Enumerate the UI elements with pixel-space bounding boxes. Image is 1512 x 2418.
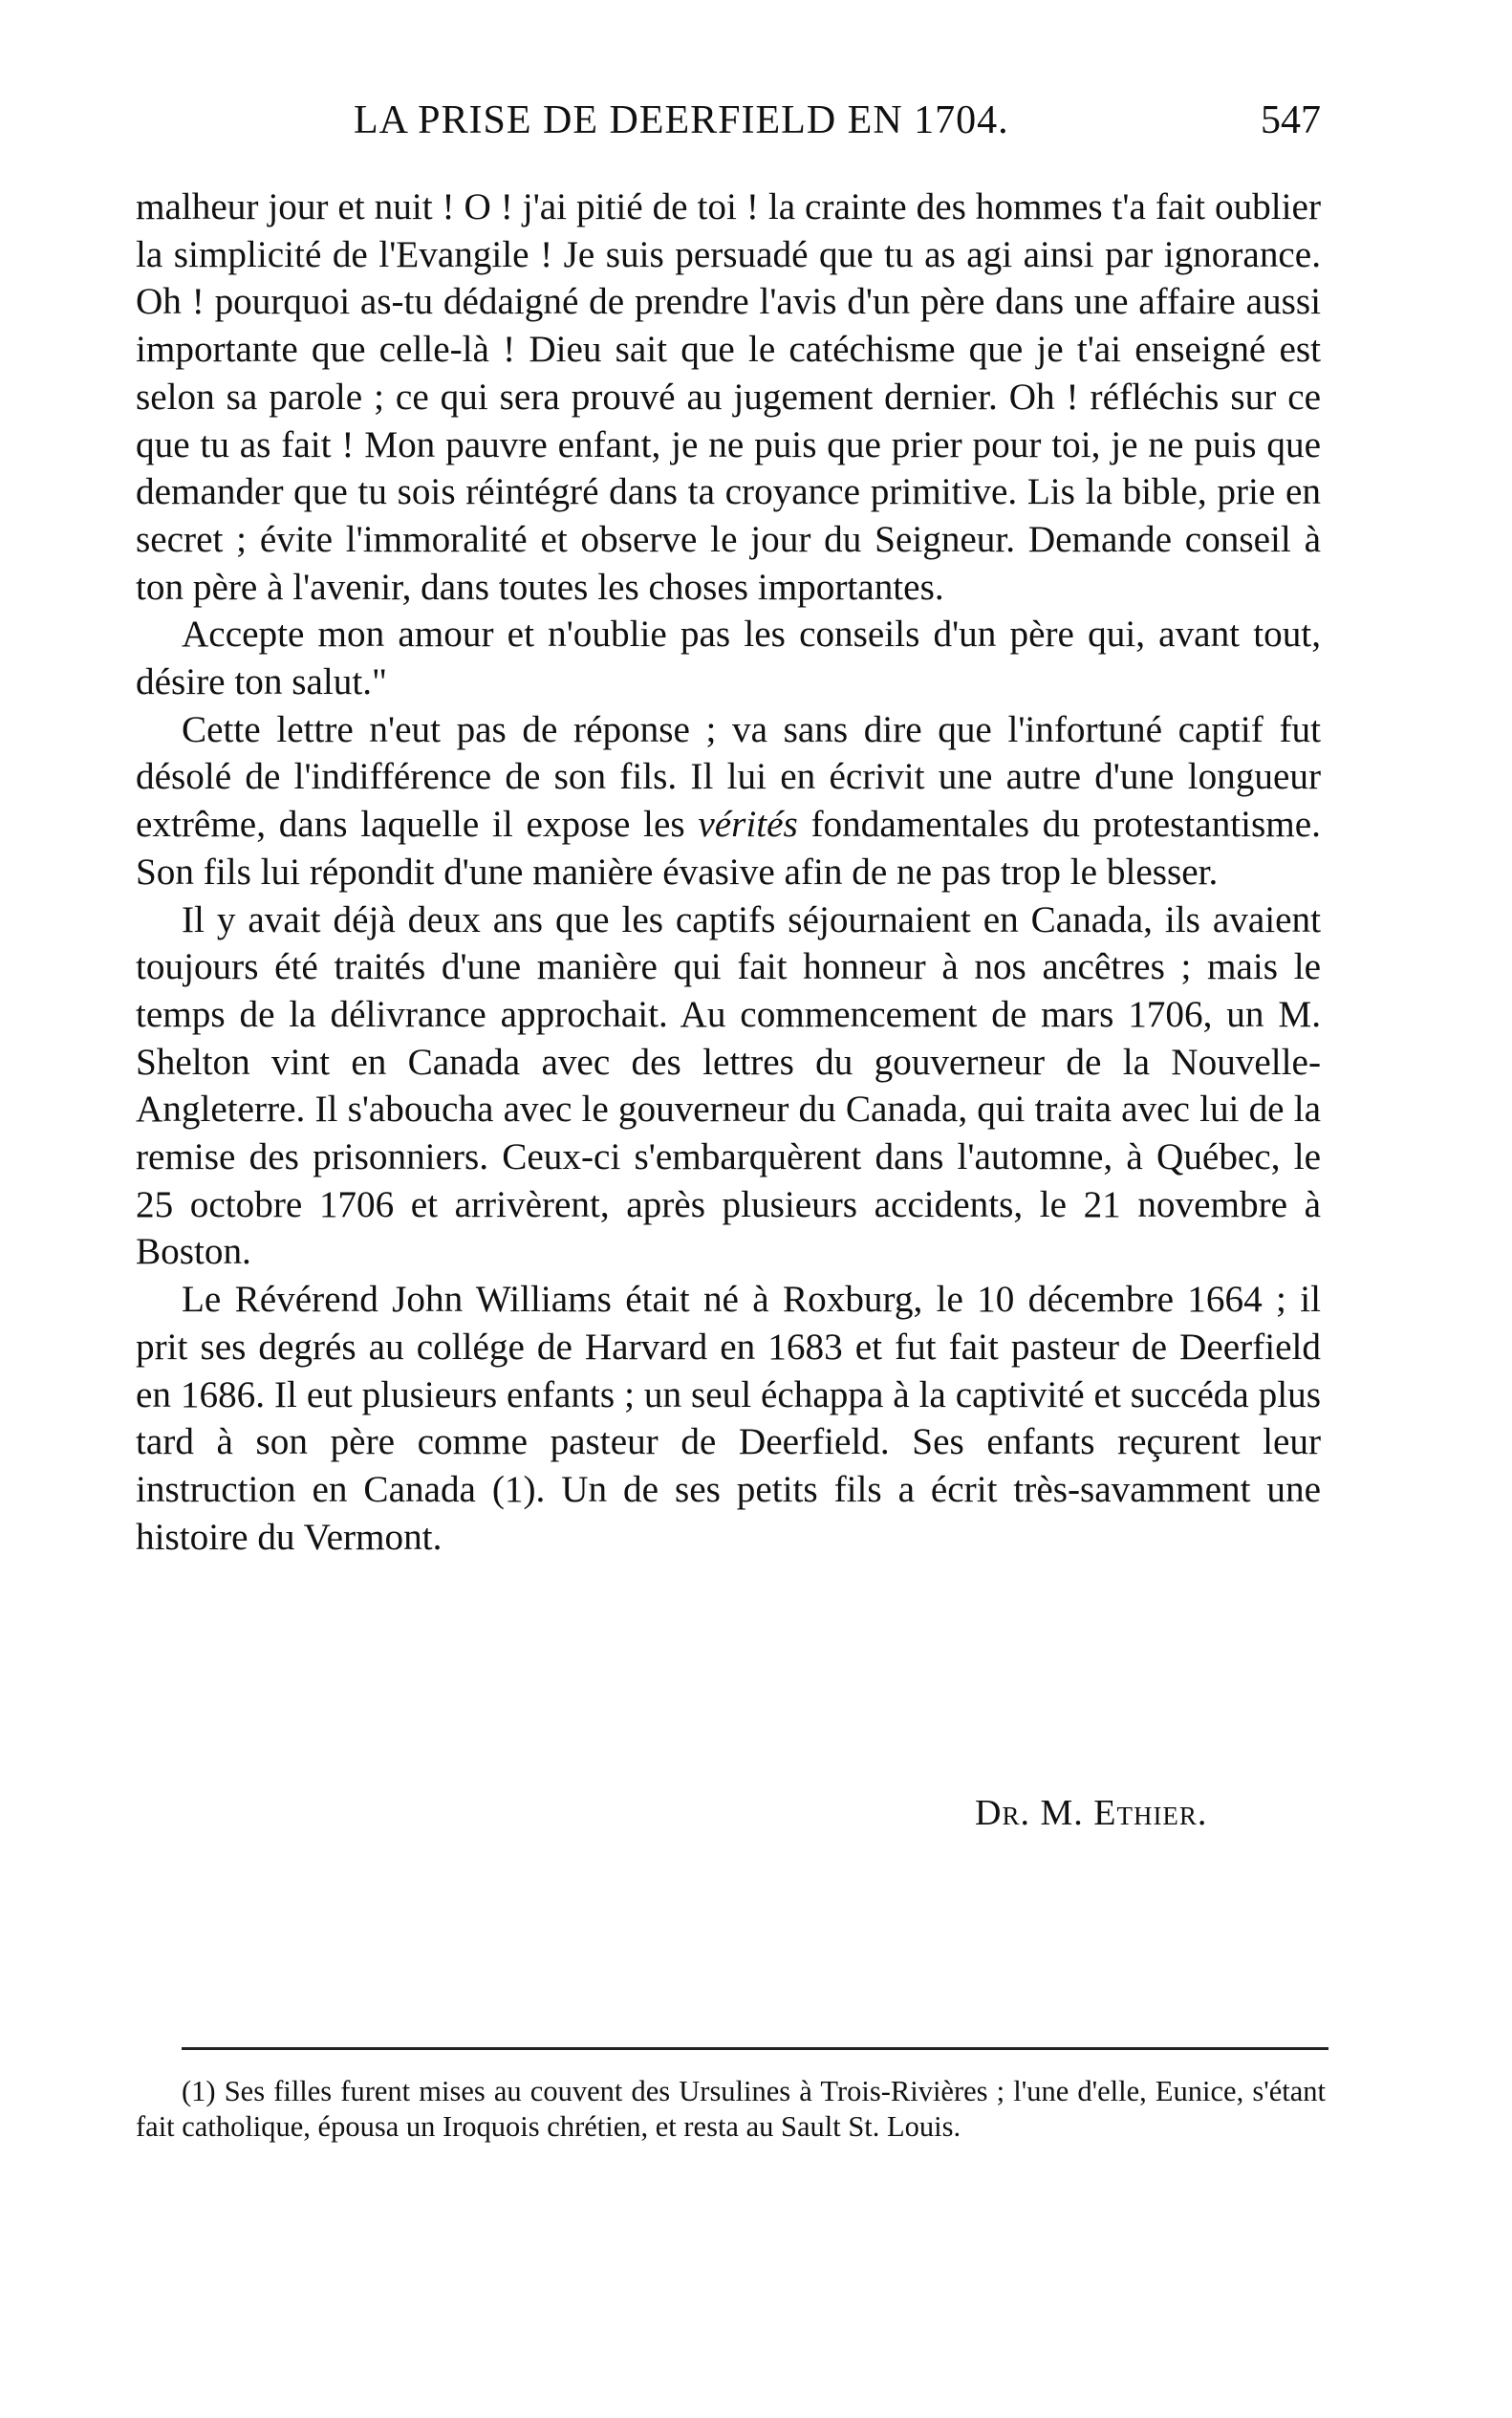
footnote-divider [182, 2047, 1328, 2050]
paragraph-closing: Accepte mon amour et n'oublie pas les conseils d'un père qui, avant tout, désire ton salut." [136, 614, 1321, 703]
paragraph-no-reply: Cette lettre n'eut pas de réponse ; va sans dire que l'infortuné captif fut désolé de l'indifférence de son fils. Il lui en écrivit une autre d'une longueur extrême, dans laquelle il expose les vérités fondamentales du protestantisme. Son fils lui répondit d'une manière évasive afin de ne pas trop le blesser. [136, 708, 1321, 893]
page-header [134, 97, 1321, 155]
author-signature: Dr. M. Ethier. [975, 1793, 1208, 1833]
italic-word: vérités [698, 804, 798, 846]
page-number: 547 [1261, 98, 1321, 142]
running-title: LA PRISE DE DEERFIELD EN 1704. [354, 98, 1009, 142]
footnote: (1) Ses filles furent mises au couvent des Ursulines à Trois-Rivières ; l'une d'elle, Eunice, s'étant fait catholique, épousa un Iroquois chrétien, et resta au Sault St. Louis. [136, 2075, 1326, 2143]
paragraph-letter-end: malheur jour et nuit ! O ! j'ai pitié de toi ! la crainte des hommes t'a fait oublier la simplicité de l'Evangile ! Je suis persuadé que tu as agi ainsi par ignorance. Oh ! pourquoi as-tu dédaigné de prendre l'avis d'un père dans une affaire aussi importante que celle-là ! Dieu sait que le catéchisme que je t'ai enseigné est selon sa parole ; ce qui sera prouvé au jugement dernier. Oh ! réfléchis sur ce que tu as fait ! Mon pauvre enfant, je ne puis que prier pour toi, je ne puis que demander que tu sois réintégré dans ta croyance primitive. Lis la bible, prie en secret ; évite l'immoralité et observe le jour du Seigneur. Demande conseil à ton père à l'avenir, dans toutes les choses importantes. [136, 186, 1321, 608]
body-text [136, 184, 1321, 1561]
paragraph-deliverance: Il y avait déjà deux ans que les captifs séjournaient en Canada, ils avaient toujours été traités d'une manière qui fait honneur à nos ancêtres ; mais le temps de la délivrance approchait. Au commencement de mars 1706, un M. Shelton vint en Canada avec des lettres du gouverneur de la Nouvelle-Angleterre. Il s'aboucha avec le gouverneur du Canada, qui traita avec lui de la remise des prisonniers. Ceux-ci s'embarquèrent dans l'automne, à Québec, le 25 octobre 1706 et arrivèrent, après plusieurs accidents, le 21 novembre à Boston. [136, 898, 1321, 1273]
paragraph-biography: Le Révérend John Williams était né à Roxburg, le 10 décembre 1664 ; il prit ses degrés au collége de Harvard en 1683 et fut fait pasteur de Deerfield en 1686. Il eut plusieurs enfants ; un seul échappa à la captivité et succéda plus tard à son père comme pasteur de Deerfield. Ses enfants reçurent leur instruction en Canada (1). Un de ses petits fils a écrit très-savamment une histoire du Vermont. [136, 1279, 1321, 1558]
